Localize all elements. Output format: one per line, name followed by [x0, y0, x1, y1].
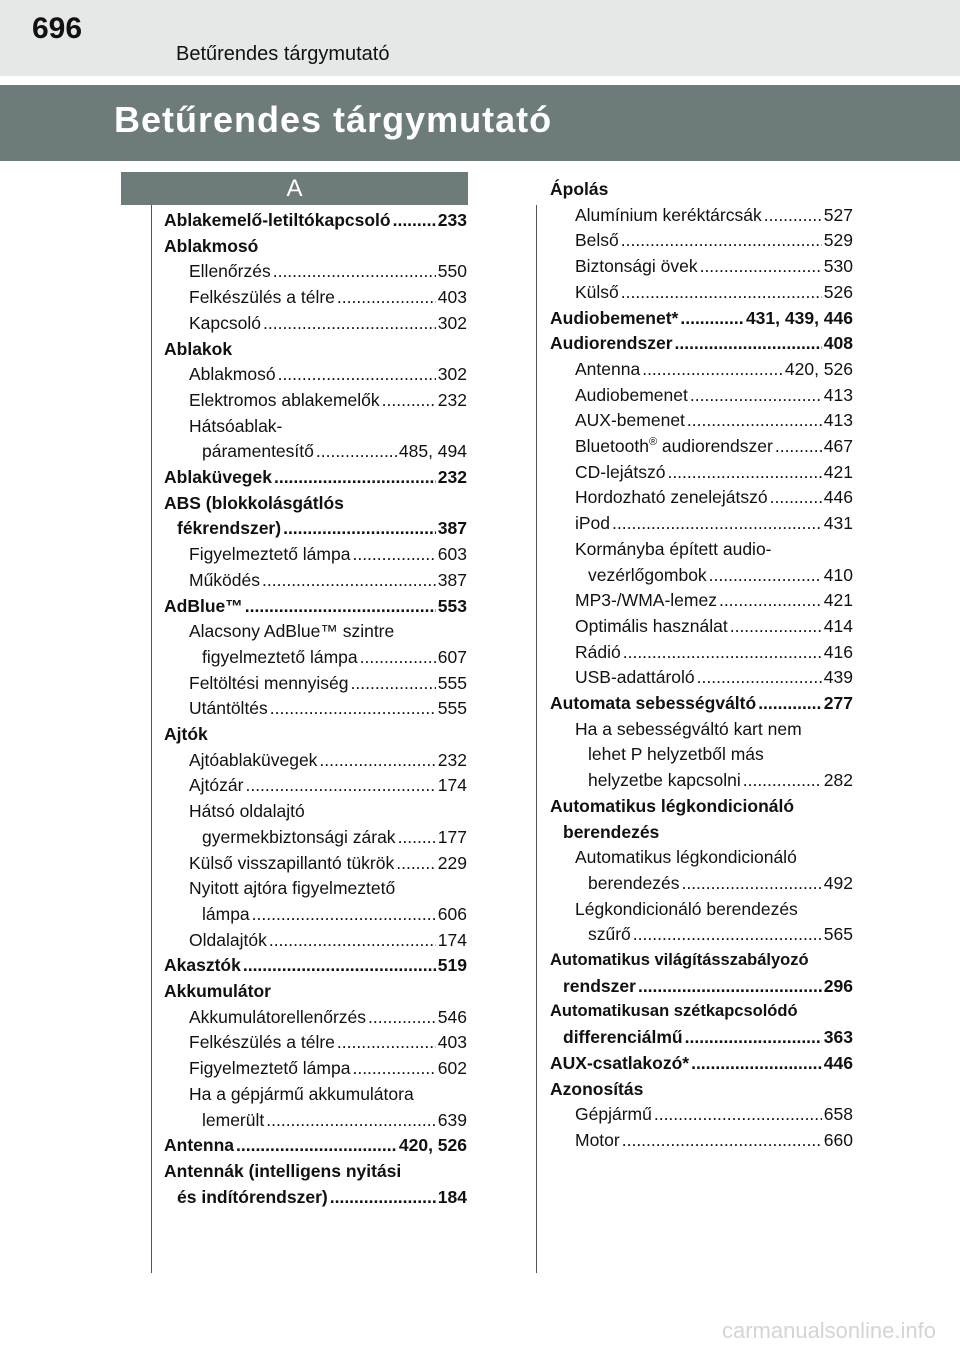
index-entry-page: 387 — [437, 569, 467, 590]
index-entry — [575, 665, 853, 690]
index-entry-page: 607 — [437, 646, 467, 667]
index-entry-page: 519 — [437, 955, 467, 976]
index-entry — [563, 820, 853, 845]
dot-leader — [621, 228, 822, 253]
index-entry-page: 603 — [437, 544, 467, 565]
index-entry-page: 363 — [823, 1027, 853, 1048]
index-entry — [550, 331, 853, 356]
index-entry — [202, 902, 467, 927]
index-entry-term: Figyelmeztető lámpa — [189, 1058, 351, 1079]
index-entry — [189, 1082, 467, 1107]
index-entry-term: Külső — [575, 281, 619, 302]
index-entry-page: 606 — [437, 903, 467, 924]
index-entry-term: Audiobemenet — [575, 384, 688, 405]
watermark: carmanualsonline.info — [721, 1318, 936, 1343]
index-entry-term: Akkumulátor — [164, 981, 271, 1001]
index-entry-page: 421 — [823, 590, 853, 611]
dot-leader — [687, 408, 822, 433]
index-entry-page: 229 — [437, 852, 467, 873]
dot-leader — [262, 568, 436, 593]
index-entry — [575, 228, 853, 253]
index-entry-term: Automata sebességváltó — [550, 693, 757, 713]
index-entry-term: lemerült — [202, 1109, 265, 1130]
index-entry-term: Ablakemelő-letiltókapcsoló — [164, 210, 391, 230]
index-entry-term: Ha a gépjármű akkumulátora — [189, 1083, 414, 1104]
index-entry-term: Akasztók — [164, 955, 241, 976]
index-entry-term: rendszer — [563, 975, 636, 996]
index-entry-page: 658 — [823, 1104, 853, 1125]
index-entry-term: Légkondicionáló berendezés — [575, 898, 798, 919]
index-entry-page: 413 — [823, 410, 853, 431]
index-entry — [588, 768, 853, 793]
index-entry — [575, 254, 853, 279]
index-entry — [575, 357, 853, 382]
dot-leader — [337, 1030, 436, 1055]
section-letter: A — [286, 175, 303, 202]
section-letter-band — [121, 172, 468, 205]
index-entry-term: Alacsony AdBlue™ szintre — [189, 621, 395, 642]
dot-leader — [675, 331, 822, 356]
index-entry-term: Akkumulátorellenőrzés — [189, 1006, 367, 1027]
index-entry — [563, 1025, 853, 1050]
index-entry — [189, 671, 467, 696]
dot-leader — [758, 691, 822, 716]
index-entry — [202, 645, 467, 670]
index-entry-term: Működés — [189, 569, 261, 590]
dot-leader — [623, 640, 822, 665]
index-entry — [550, 306, 853, 331]
index-entry-term: Ajtók — [164, 724, 208, 744]
index-entry-page: 550 — [437, 261, 467, 282]
index-entry — [189, 619, 467, 644]
index-entry — [189, 928, 467, 953]
index-entry — [164, 594, 467, 619]
index-entry-term: Automatikus légkondicionáló — [575, 847, 797, 868]
index-entry — [575, 614, 853, 639]
index-entry — [575, 640, 853, 665]
index-entry — [189, 1030, 467, 1055]
dot-leader — [730, 614, 822, 639]
index-entry — [575, 511, 853, 536]
index-entry-term: Nyitott ajtóra figyelmeztető — [189, 878, 396, 899]
index-entry-term: AdBlue™ — [164, 595, 243, 616]
index-entry-page: 446 — [823, 1052, 853, 1073]
index-entry — [189, 876, 467, 901]
index-entry-term: Hordozható zenelejátszó — [575, 487, 768, 508]
index-entry-page: 555 — [437, 672, 467, 693]
index-entry — [189, 748, 467, 773]
index-entry-term: Antennák (intelligens nyitási — [164, 1160, 402, 1181]
index-entry — [550, 948, 853, 973]
dot-leader — [319, 748, 435, 773]
index-entry-term: Ajtózár — [189, 775, 244, 796]
dot-leader — [622, 1128, 822, 1153]
index-entry-term: páramentesítő — [202, 441, 314, 462]
index-entry — [189, 414, 467, 439]
index-entry-page: 233 — [437, 210, 467, 230]
index-entry-page: 553 — [437, 595, 467, 616]
dot-leader — [351, 671, 436, 696]
index-entry — [575, 460, 853, 485]
index-entry-term: Gépjármű — [575, 1104, 652, 1125]
index-entry — [189, 568, 467, 593]
index-entry-term: gyermekbiztonsági zárak — [202, 826, 396, 847]
dot-leader — [274, 465, 436, 490]
index-entry-term: USB-adattároló — [575, 667, 695, 688]
dot-leader — [642, 357, 783, 382]
index-entry-page: 408 — [823, 333, 853, 354]
page-header — [0, 0, 960, 76]
index-entry-page: 431 — [823, 513, 853, 534]
index-entry-term: Belső — [575, 230, 619, 251]
index-entry — [575, 434, 853, 459]
index-entry-term: Külső visszapillantó tükrök — [189, 852, 395, 873]
dot-leader — [697, 665, 822, 690]
index-entry-term: Antenna — [575, 358, 641, 379]
dot-leader — [352, 1056, 435, 1081]
index-entry-page: 639 — [437, 1109, 467, 1130]
dot-leader — [270, 696, 436, 721]
index-entry-page: 416 — [823, 641, 853, 662]
dot-leader — [337, 285, 436, 310]
index-entry — [588, 871, 853, 896]
index-entry-term: Audiorendszer — [550, 333, 673, 354]
index-entry — [588, 742, 853, 767]
dot-leader — [770, 485, 822, 510]
index-entry-term: Ellenőrzés — [189, 261, 271, 282]
index-entry — [575, 408, 853, 433]
index-entry-term: Kapcsoló — [189, 312, 261, 333]
index-entry-term: és indítórendszer) — [177, 1186, 328, 1207]
index-entry-page: 282 — [823, 770, 853, 791]
dot-leader — [273, 259, 436, 284]
index-entry — [164, 1159, 467, 1184]
dot-leader — [621, 280, 822, 305]
dot-leader — [681, 871, 821, 896]
index-entry — [189, 799, 467, 824]
index-entry — [164, 722, 467, 747]
dot-leader — [352, 542, 435, 567]
index-entry-term: Automatikus világításszabályozó — [550, 951, 809, 969]
index-entry — [189, 1056, 467, 1081]
dot-leader — [775, 434, 822, 459]
index-entry — [164, 234, 467, 259]
index-entry-page: 446 — [823, 487, 853, 508]
index-entry — [575, 280, 853, 305]
index-entry — [550, 999, 853, 1024]
index-entry — [575, 717, 853, 742]
index-entry-term: Optimális használat — [575, 615, 728, 636]
index-entry — [164, 979, 467, 1004]
index-entry-page: 526 — [823, 281, 853, 302]
index-entry-page: 184 — [437, 1186, 467, 1207]
index-entry — [189, 1005, 467, 1030]
index-entry — [575, 897, 853, 922]
index-entry-term: Ablakok — [164, 338, 233, 359]
index-entry-term: differenciálmű — [563, 1027, 683, 1048]
index-entry — [550, 1077, 853, 1102]
index-entry-page: 420, 526 — [398, 1135, 467, 1156]
index-entry-page: 232 — [437, 389, 467, 410]
page-title: Betűrendes tárgymutató — [114, 99, 553, 140]
index-entry-page: 439 — [823, 667, 853, 688]
index-entry-page: 555 — [437, 698, 467, 719]
dot-leader — [368, 1005, 436, 1030]
index-entry-page: 387 — [437, 518, 467, 539]
index-entry-term: Audiobemenet* — [550, 307, 679, 328]
index-entry — [189, 851, 467, 876]
index-entry-page: 421 — [823, 461, 853, 482]
index-entry-term: Ablaküvegek — [164, 467, 272, 487]
dot-leader — [654, 1102, 822, 1127]
index-entry-term: Motor — [575, 1129, 620, 1150]
dot-leader — [667, 460, 821, 485]
index-entry — [189, 696, 467, 721]
dot-leader — [245, 594, 436, 619]
dot-leader — [680, 306, 744, 331]
index-entry-term: CD-lejátszó — [575, 461, 666, 482]
index-entry-page: 296 — [823, 975, 853, 996]
index-entry — [550, 177, 853, 202]
dot-leader — [266, 1108, 436, 1133]
index-entry — [550, 794, 853, 819]
dot-leader — [382, 388, 436, 413]
index-entry-term: Automatikusan szétkapcsolódó — [550, 1002, 798, 1021]
index-entry-term: figyelmeztető lámpa — [202, 646, 358, 667]
index-entry-term: Hátsó oldalajtó — [189, 801, 305, 822]
index-entry — [575, 1102, 853, 1127]
running-title: Betűrendes tárgymutató — [176, 43, 390, 65]
title-band — [0, 85, 960, 161]
index-entry-page: 277 — [823, 693, 853, 713]
index-entry-page: 174 — [437, 775, 467, 796]
index-entry — [164, 1133, 467, 1158]
index-entry-page: 413 — [823, 384, 853, 405]
index-entry — [189, 311, 467, 336]
index-entry-page: 546 — [437, 1006, 467, 1027]
index-entry-term: helyzetbe kapcsolni — [588, 770, 741, 791]
index-entry-term: berendezés — [588, 872, 680, 893]
index-entry — [550, 1051, 853, 1076]
index-entry — [550, 691, 853, 716]
dot-leader — [633, 922, 822, 947]
index-entry — [575, 537, 853, 562]
dot-leader — [700, 254, 822, 279]
dot-leader — [393, 208, 436, 233]
index-entry — [575, 588, 853, 613]
index-entry-page: 527 — [823, 204, 853, 225]
index-entry — [202, 439, 467, 464]
index-entry-term: Oldalajtók — [189, 929, 267, 950]
dot-leader — [396, 851, 436, 876]
index-entry-page: 414 — [823, 615, 853, 636]
index-entry-term: vezérlőgombok — [588, 564, 707, 585]
index-entry-page: 467 — [823, 436, 853, 456]
index-entry — [588, 563, 853, 588]
index-entry-term: Biztonsági övek — [575, 256, 698, 277]
index-entry-page: 660 — [823, 1129, 853, 1150]
index-entry — [164, 337, 467, 362]
index-entry-page: 492 — [823, 872, 853, 893]
index-entry-term: Azonosítás — [550, 1078, 644, 1099]
index-entry — [575, 383, 853, 408]
dot-leader — [316, 439, 397, 464]
index-entry-page: 232 — [437, 467, 467, 487]
index-entry-page: 410 — [823, 564, 853, 585]
index-entry-page: 529 — [823, 230, 853, 251]
index-entry-term: Ajtóablaküvegek — [189, 749, 318, 770]
index-entry — [575, 203, 853, 228]
index-entry-page: 485, 494 — [398, 441, 467, 462]
index-entry-term: ABS (blokkolásgátlós — [164, 492, 344, 513]
index-entry-term: Ablakmosó — [164, 235, 259, 256]
index-entry-page: 403 — [437, 287, 467, 308]
index-entry-term: Rádió — [575, 641, 621, 662]
index-entry-page: 232 — [437, 749, 467, 770]
index-entry-term: berendezés — [563, 821, 660, 842]
index-entry-page: 302 — [437, 364, 467, 385]
dot-leader — [685, 1025, 822, 1050]
dot-leader — [236, 1133, 397, 1158]
index-entry-page: 431, 439, 446 — [745, 307, 853, 328]
index-entry — [189, 285, 467, 310]
dot-leader — [638, 974, 822, 999]
index-entry — [575, 1128, 853, 1153]
index-entry — [189, 362, 467, 387]
index-entry — [164, 491, 467, 516]
index-entry-term: lehet P helyzetből más — [588, 744, 764, 765]
dot-leader — [398, 825, 436, 850]
index-entry-term: iPod — [575, 513, 611, 534]
index-entry-term: Elektromos ablakemelők — [189, 389, 380, 410]
index-entry-page: 420, 526 — [784, 358, 853, 379]
index-entry — [588, 922, 853, 947]
dot-leader — [283, 516, 436, 541]
index-entry-page: 530 — [823, 256, 853, 277]
dot-leader — [269, 928, 436, 953]
index-entry-term: Kormányba épített audio- — [575, 538, 772, 559]
index-entry — [575, 845, 853, 870]
left-column-rule — [151, 205, 152, 1273]
index-entry-page: 565 — [823, 924, 853, 945]
index-entry-term: Felkészülés a télre — [189, 1032, 335, 1053]
dot-leader — [743, 768, 822, 793]
index-entry-term: lámpa — [202, 903, 250, 924]
index-entry — [177, 516, 467, 541]
dot-leader — [360, 645, 436, 670]
dot-leader — [245, 773, 435, 798]
index-entry — [189, 259, 467, 284]
dot-leader — [612, 511, 822, 536]
index-entry-term: Antenna — [164, 1135, 234, 1156]
index-entry — [177, 1185, 467, 1210]
dot-leader — [709, 563, 822, 588]
dot-leader — [278, 362, 436, 387]
center-column-rule — [536, 205, 537, 1273]
index-entry-term: Ablakmosó — [189, 364, 276, 385]
index-entry — [202, 825, 467, 850]
dot-leader — [263, 311, 436, 336]
index-entry — [189, 773, 467, 798]
dot-leader — [243, 953, 436, 978]
page-number: 696 — [32, 12, 83, 45]
index-entry-term: Utántöltés — [189, 698, 268, 719]
index-entry-page: 177 — [437, 826, 467, 847]
index-entry-term: Figyelmeztető lámpa — [189, 544, 351, 565]
index-entry-term: AUX-bemenet — [575, 410, 685, 431]
index-entry-term: Hátsóablak- — [189, 415, 283, 436]
dot-leader — [691, 1051, 822, 1076]
index-entry-term: fékrendszer) — [177, 518, 282, 539]
index-entry — [164, 208, 467, 233]
dot-leader — [719, 588, 822, 613]
index-entry-term: szűrő — [588, 924, 631, 945]
dot-leader — [690, 383, 822, 408]
dot-leader — [764, 203, 822, 228]
index-entry-term: Ha a sebességváltó kart nem — [575, 718, 802, 739]
index-entry-page: 302 — [437, 312, 467, 333]
dot-leader — [252, 902, 436, 927]
index-entry — [202, 1108, 467, 1133]
index-entry — [189, 542, 467, 567]
index-entry-term: Alumínium keréktárcsák — [575, 204, 762, 225]
index-entry-page: 602 — [437, 1058, 467, 1079]
index-entry-page: 174 — [437, 929, 467, 950]
index-entry-term: Felkészülés a télre — [189, 287, 335, 308]
index-entry — [164, 953, 467, 978]
index-entry-term: Feltöltési mennyiség — [189, 672, 349, 693]
index-entry — [575, 485, 853, 510]
index-entry-term: MP3-/WMA-lemez — [575, 590, 717, 611]
index-entry-term: Ápolás — [550, 179, 609, 199]
index-entry — [164, 465, 467, 490]
index-entry — [189, 388, 467, 413]
index-entry-term: Bluetooth® audiorendszer — [575, 436, 773, 456]
dot-leader — [330, 1185, 436, 1210]
index-entry — [563, 974, 853, 999]
index-entry-page: 403 — [437, 1032, 467, 1053]
index-entry-term: AUX-csatlakozó* — [550, 1052, 690, 1073]
index-entry-term: Automatikus légkondicionáló — [550, 795, 795, 816]
